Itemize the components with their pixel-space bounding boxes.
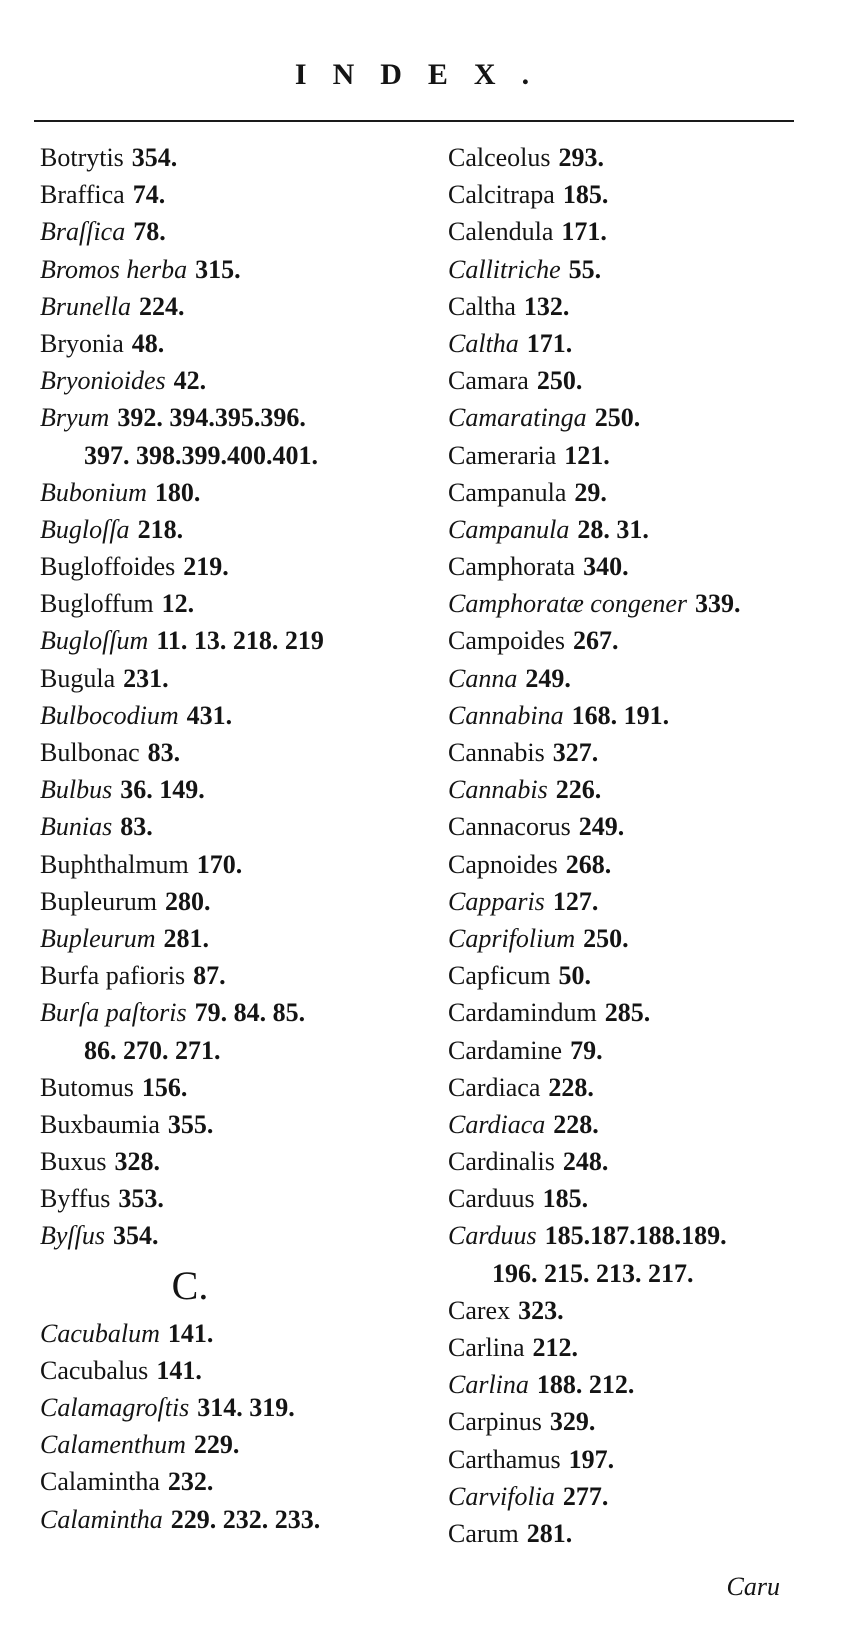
index-entry [40,288,435,325]
entry-term: Caltha [448,328,519,358]
entry-pages: 86. 270. 271. [84,1035,221,1065]
entry-pages: 285. [604,998,651,1028]
entry-term: Bryonioides [40,366,166,396]
entry-pages: 431. [186,700,233,730]
entry-term: Bulbus [40,775,113,805]
entry-term: Bubonium [40,477,147,507]
index-entry [40,622,435,659]
entry-term: Carum [448,1518,519,1548]
entry-pages: 83. [147,738,181,767]
index-entry [448,1478,843,1515]
entry-term: Bugloffoides [40,552,176,582]
index-entry [448,734,843,771]
entry-term: Carpinus [448,1407,542,1437]
index-entry [40,474,435,511]
entry-pages: 12. [161,589,195,619]
entry-term: Campanula [448,477,567,507]
index-entry [40,511,435,548]
index-entry [448,362,843,399]
entry-pages: 250. [583,923,629,953]
entry-pages: 280. [165,886,211,916]
index-entry [40,1463,435,1500]
entry-term: Carduus [448,1221,537,1251]
entry-term: Camaratinga [448,403,587,433]
entry-term: Buphthalmum [40,849,189,879]
entry-pages: 248. [562,1147,609,1177]
index-entry [448,883,843,920]
index-entry [40,176,435,213]
index-entry [40,251,435,288]
index-entry [40,1106,435,1143]
index-entry [448,808,843,845]
index-entry [448,1441,843,1478]
index-entry [448,697,843,734]
entry-pages: 353. [118,1184,164,1214]
index-entry [40,994,435,1031]
entry-pages: 212. [532,1333,579,1362]
entry-term: Cacubalum [40,1318,160,1348]
entry-pages: 185. [542,1184,589,1214]
entry-term: Calamagroſtis [40,1393,190,1422]
index-entry [40,697,435,734]
entry-pages: 219. [183,552,229,582]
entry-pages: 231. [123,663,169,693]
index-entry-continuation [40,437,435,474]
entry-pages: 328. [114,1147,160,1177]
index-entry [40,846,435,883]
index-entry [448,325,843,362]
entry-term: Byffus [40,1184,111,1214]
entry-pages: 315. [195,254,241,284]
index-entry [40,808,435,845]
entry-pages: 281. [163,923,210,953]
entry-term: Campoides [448,626,565,656]
entry-term: Bromos herba [40,254,188,284]
index-entry [40,399,435,436]
index-entry [40,1501,435,1538]
index-entry [448,920,843,957]
section-letter: C. [171,1262,209,1308]
entry-term: Cacubalus [40,1355,149,1385]
index-entry [448,399,843,436]
entry-pages: 28. 31. [577,514,649,544]
index-entry-continuation [40,1032,435,1069]
entry-term: Carthamus [448,1444,561,1474]
entry-pages: 340. [583,552,629,582]
entry-pages: 249. [578,812,625,842]
index-entry [448,771,843,808]
entry-term: Botrytis [40,143,124,172]
index-entry [448,1366,843,1403]
entry-pages: 355. [167,1109,214,1139]
entry-pages: 228. [553,1109,599,1139]
entry-term: Buxus [40,1147,107,1177]
index-entry [40,1180,435,1217]
index-entry [448,139,843,176]
entry-pages: 229. [193,1430,240,1460]
index-entry [40,1217,435,1254]
index-entry [448,251,843,288]
entry-pages: 218. [137,514,184,544]
index-entry [448,548,843,585]
entry-term: Braffica [40,180,125,210]
entry-term: Cardamine [448,1035,563,1065]
entry-pages: 180. [154,477,201,507]
entry-term: Bugloſſa [40,514,130,544]
entry-term: Brunella [40,291,131,321]
entry-term: Bryonia [40,328,124,358]
entry-pages: 329. [549,1407,596,1437]
entry-pages: 229. 232. 233. [170,1504,321,1534]
entry-pages: 55. [568,254,602,284]
index-entry [40,548,435,585]
index-entry [448,1143,843,1180]
index-entry [448,1329,843,1366]
entry-pages: 250. [536,366,583,396]
entry-term: Bugloſſum [40,626,149,656]
index-entry [448,1292,843,1329]
entry-term: Cannabina [448,700,564,730]
entry-pages: 141. [156,1355,202,1385]
entry-pages: 354. [113,1221,159,1251]
entry-term: Bunias [40,812,113,842]
entry-pages: 224. [139,291,185,321]
entry-term: Buxbaumia [40,1109,160,1139]
entry-term: Calcitrapa [448,180,555,210]
entry-pages: 121. [564,440,610,470]
entry-pages: 141. [167,1318,214,1348]
entry-pages: 281. [526,1518,573,1548]
index-entry [40,771,435,808]
entry-term: Carvifolia [448,1481,555,1511]
entry-term: Bulbocodium [40,700,179,730]
index-entry-continuation [448,1255,843,1292]
index-column-right [448,139,843,1552]
entry-term: Calceolus [448,143,551,172]
entry-term: Bupleurum [40,923,156,953]
entry-term: Capparis [448,886,545,916]
entry-term: Cameraria [448,440,557,470]
entry-pages: 277. [562,1481,609,1511]
index-entry [40,920,435,957]
index-entry [40,139,435,176]
entry-term: Camara [448,366,529,396]
entry-pages: 87. [193,961,226,991]
entry-term: Burfa pafioris [40,961,186,991]
index-entry [40,957,435,994]
page-header: INDEX. [294,58,556,91]
index-entry [40,1352,435,1389]
entry-pages: 354. [131,143,178,172]
index-entry [40,1069,435,1106]
entry-pages: 42. [173,366,207,396]
entry-term: Calamenthum [40,1430,186,1460]
entry-term: Capficum [448,961,551,991]
index-entry [448,511,843,548]
index-entry [448,176,843,213]
index-entry [448,437,843,474]
entry-term: Bugula [40,663,116,693]
entry-pages: 196. 215. 213. 217. [492,1258,694,1288]
entry-term: Cannabis [448,738,545,767]
entry-pages: 83. [120,812,153,842]
index-entry [448,474,843,511]
entry-term: Bugloffum [40,589,154,619]
entry-pages: 132. [523,291,570,321]
entry-term: Bupleurum [40,886,157,916]
entry-pages: 185.187.188.189. [544,1221,727,1251]
index-entry [448,1180,843,1217]
index-entry [40,213,435,250]
entry-pages: 11. 13. 218. 219 [156,626,324,656]
entry-term: Campanula [448,514,570,544]
entry-pages: 156. [141,1072,188,1102]
entry-term: Carduus [448,1184,535,1214]
index-entry [448,957,843,994]
entry-pages: 339. [695,589,741,619]
entry-pages: 188. 212. [536,1370,635,1400]
index-entry [40,1426,435,1463]
index-column-left [40,139,435,1538]
index-entry [40,734,435,771]
entry-pages: 185. [562,180,609,210]
entry-term: Canna [448,663,518,693]
index-entry [448,213,843,250]
entry-pages: 48. [131,328,165,358]
entry-pages: 171. [526,328,573,358]
index-entry [40,325,435,362]
entry-pages: 171. [561,217,607,247]
index-entry [448,288,843,325]
entry-pages: 74. [132,180,166,210]
entry-term: Cardiaca [448,1109,546,1139]
entry-pages: 268. [565,849,612,879]
index-entry [448,1069,843,1106]
index-entry [448,1106,843,1143]
index-entry [448,1515,843,1552]
entry-pages: 228. [548,1072,594,1102]
entry-pages: 78. [133,217,166,247]
index-entry [40,660,435,697]
entry-term: Cannabis [448,775,548,805]
entry-term: Cardiaca [448,1072,541,1102]
entry-term: Callitriche [448,254,561,284]
entry-term: Butomus [40,1072,134,1102]
index-entry [40,585,435,622]
index-entry [448,585,843,622]
header-rule [34,120,794,122]
entry-pages: 267. [573,626,619,656]
entry-pages: 79. [570,1035,603,1065]
entry-pages: 36. 149. [120,775,205,805]
entry-pages: 250. [594,403,641,433]
entry-pages: 168. 191. [571,700,670,730]
entry-pages: 226. [555,775,602,805]
index-entry [448,660,843,697]
entry-pages: 170. [196,849,243,879]
index-entry [40,1143,435,1180]
index-entry [448,622,843,659]
index-entry [448,1403,843,1440]
index-entry [448,994,843,1031]
entry-pages: 397. 398.399.400.401. [84,440,318,470]
entry-term: Cannacorus [448,812,571,842]
index-entry [40,362,435,399]
entry-term: Byſſus [40,1221,105,1251]
index-entry [40,1389,435,1426]
index-entry [448,846,843,883]
entry-pages: 50. [558,961,592,991]
entry-pages: 197. [568,1444,615,1474]
entry-pages: 79. 84. 85. [194,998,306,1028]
index-entry [40,1315,435,1352]
entry-term: Carlina [448,1333,525,1362]
entry-pages: 249. [525,663,571,693]
entry-pages: 323. [518,1295,564,1325]
entry-term: Carex [448,1295,511,1325]
entry-term: Bulbonac [40,738,140,767]
entry-term: Calamintha [40,1504,163,1534]
entry-pages: 293. [558,143,605,172]
index-entry [40,883,435,920]
entry-term: Cardinalis [448,1147,555,1177]
entry-term: Caltha [448,291,516,321]
entry-term: Cardamindum [448,998,597,1028]
entry-term: Calendula [448,217,554,247]
entry-term: Caprifolium [448,923,576,953]
entry-term: Calamintha [40,1467,160,1497]
index-entry [448,1032,843,1069]
entry-term: Burſa paſtoris [40,998,187,1028]
index-entry [448,1217,843,1254]
entry-term: Bryum [40,403,110,433]
entry-term: Braſſica [40,217,126,247]
entry-term: Camphorata [448,552,576,582]
entry-pages: 29. [574,477,607,507]
entry-pages: 392. 394.395.396. [117,403,306,433]
entry-term: Capnoides [448,849,558,879]
catchword: Caru [726,1572,780,1601]
entry-pages: 127. [552,886,599,916]
entry-term: Carlina [448,1370,529,1400]
entry-pages: 314. 319. [197,1393,295,1422]
entry-pages: 327. [552,738,599,767]
entry-term: Camphoratæ congener [448,589,688,619]
entry-pages: 232. [167,1467,214,1497]
